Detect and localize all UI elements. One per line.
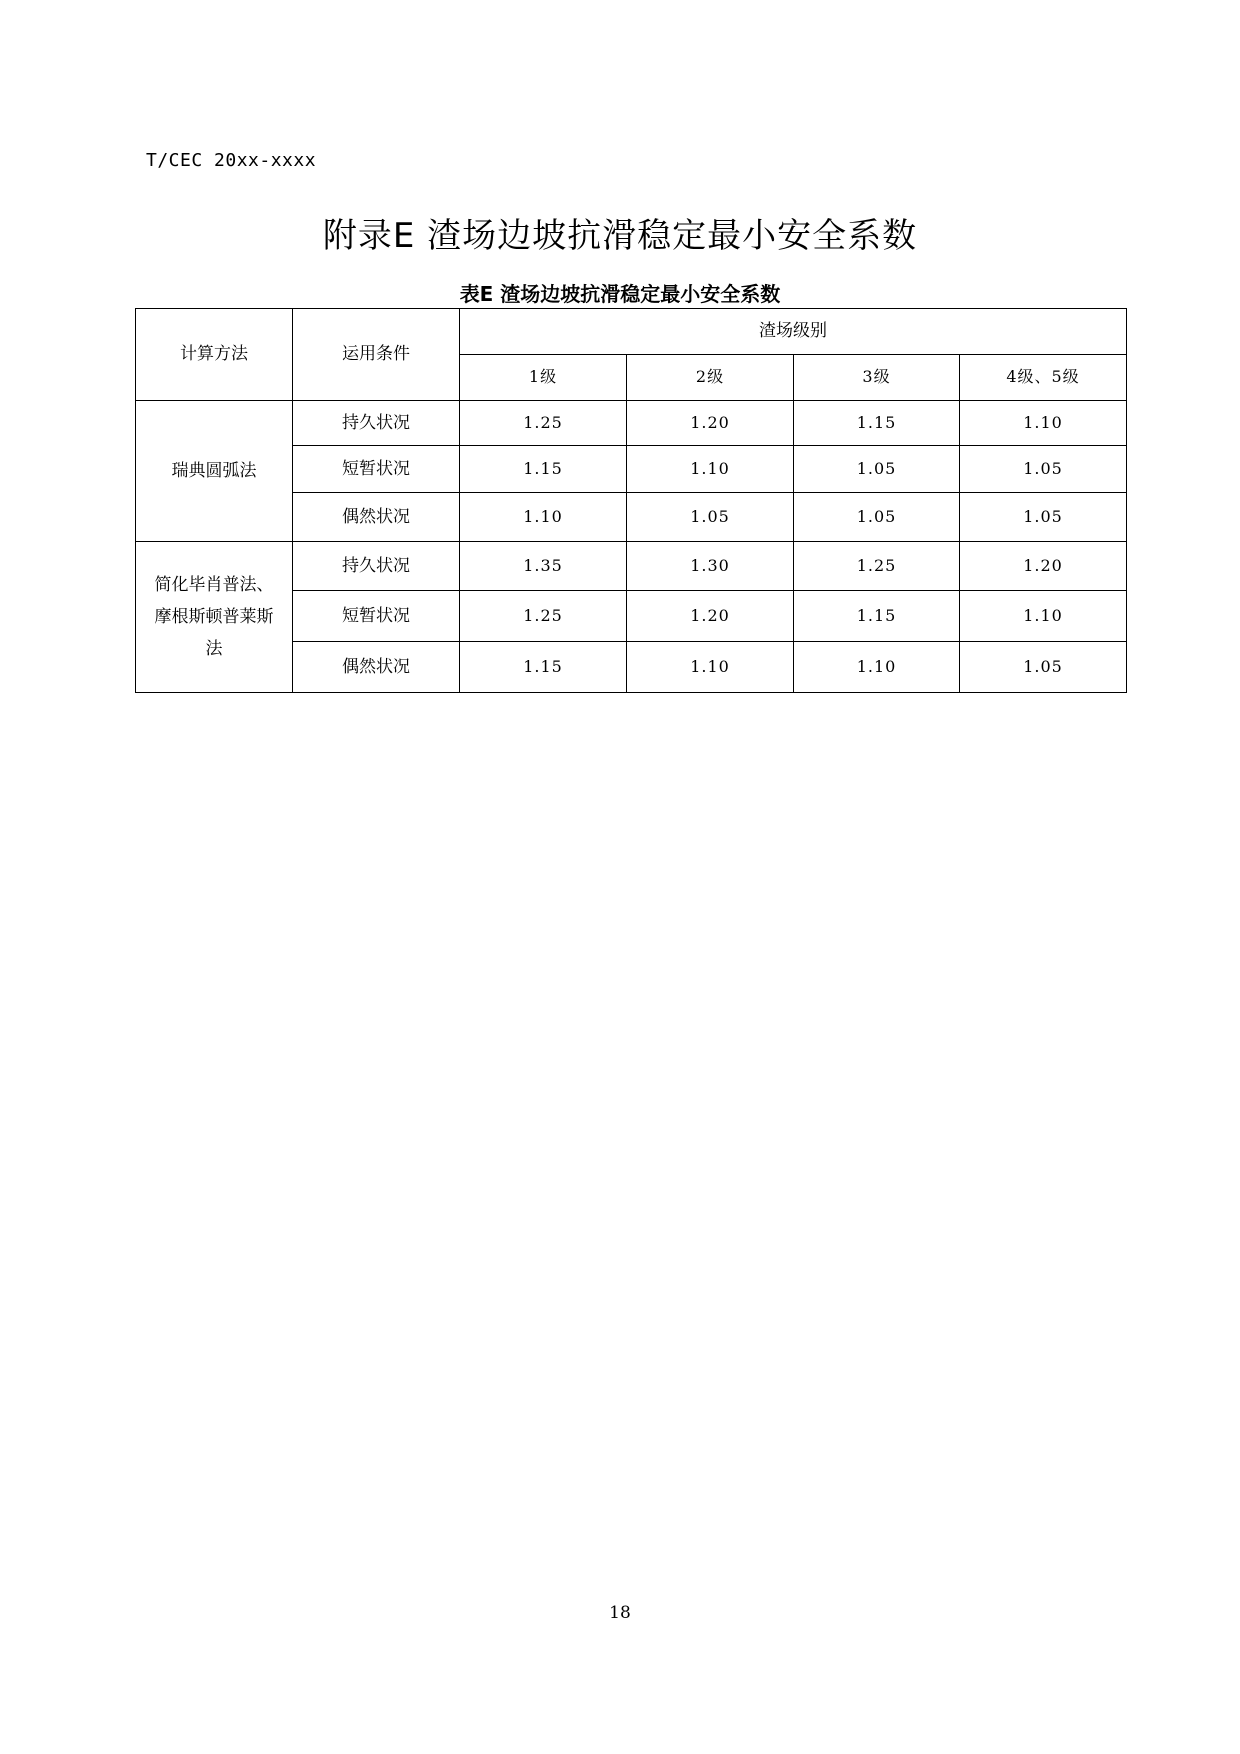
value-cell: 1.05 [627, 493, 794, 542]
value-cell: 1.05 [794, 493, 960, 542]
value-cell: 1.15 [460, 642, 627, 693]
page-number: 18 [609, 1603, 631, 1623]
header-grade-3: 3级 [794, 355, 960, 401]
method-cell: 瑞典圆弧法 [136, 401, 293, 542]
value-cell: 1.05 [960, 642, 1127, 693]
condition-cell: 持久状况 [293, 542, 460, 591]
header-condition: 运用条件 [293, 309, 460, 401]
document-code: T/CEC 20xx-xxxx [146, 150, 317, 171]
value-cell: 1.35 [460, 542, 627, 591]
method-cell [136, 542, 293, 693]
value-cell: 1.15 [460, 446, 627, 493]
value-cell: 1.10 [960, 401, 1127, 446]
value-cell: 1.25 [460, 591, 627, 642]
value-cell: 1.10 [794, 642, 960, 693]
value-cell: 1.20 [627, 591, 794, 642]
header-grade-2: 2级 [627, 355, 794, 401]
value-cell: 1.20 [627, 401, 794, 446]
method-line: 简化毕肖普法、 [154, 574, 274, 595]
value-cell: 1.05 [960, 493, 1127, 542]
table-caption: 表E 渣场边坡抗滑稳定最小安全系数 [459, 282, 781, 306]
header-method: 计算方法 [136, 309, 293, 401]
method-line: 法 [205, 639, 223, 660]
appendix-title: 附录E 渣场边坡抗滑稳定最小安全系数 [322, 216, 918, 256]
value-cell: 1.15 [794, 401, 960, 446]
value-cell: 1.30 [627, 542, 794, 591]
condition-cell: 偶然状况 [293, 493, 460, 542]
table-row [136, 542, 1127, 591]
value-cell: 1.10 [627, 446, 794, 493]
condition-cell: 持久状况 [293, 401, 460, 446]
value-cell: 1.25 [794, 542, 960, 591]
header-grade-group: 渣场级别 [460, 309, 1127, 355]
header-grade-1: 1级 [460, 355, 627, 401]
table-row [136, 401, 1127, 446]
condition-cell: 短暂状况 [293, 591, 460, 642]
value-cell: 1.10 [460, 493, 627, 542]
value-cell: 1.25 [460, 401, 627, 446]
value-cell: 1.05 [794, 446, 960, 493]
value-cell: 1.20 [960, 542, 1127, 591]
method-line: 摩根斯顿普莱斯 [154, 606, 274, 627]
condition-cell: 短暂状况 [293, 446, 460, 493]
header-grade-4-5: 4级、5级 [960, 355, 1127, 401]
value-cell: 1.10 [960, 591, 1127, 642]
condition-cell: 偶然状况 [293, 642, 460, 693]
value-cell: 1.10 [627, 642, 794, 693]
header-row-1 [136, 309, 1127, 355]
value-cell: 1.05 [960, 446, 1127, 493]
safety-factor-table [135, 308, 1127, 693]
value-cell: 1.15 [794, 591, 960, 642]
